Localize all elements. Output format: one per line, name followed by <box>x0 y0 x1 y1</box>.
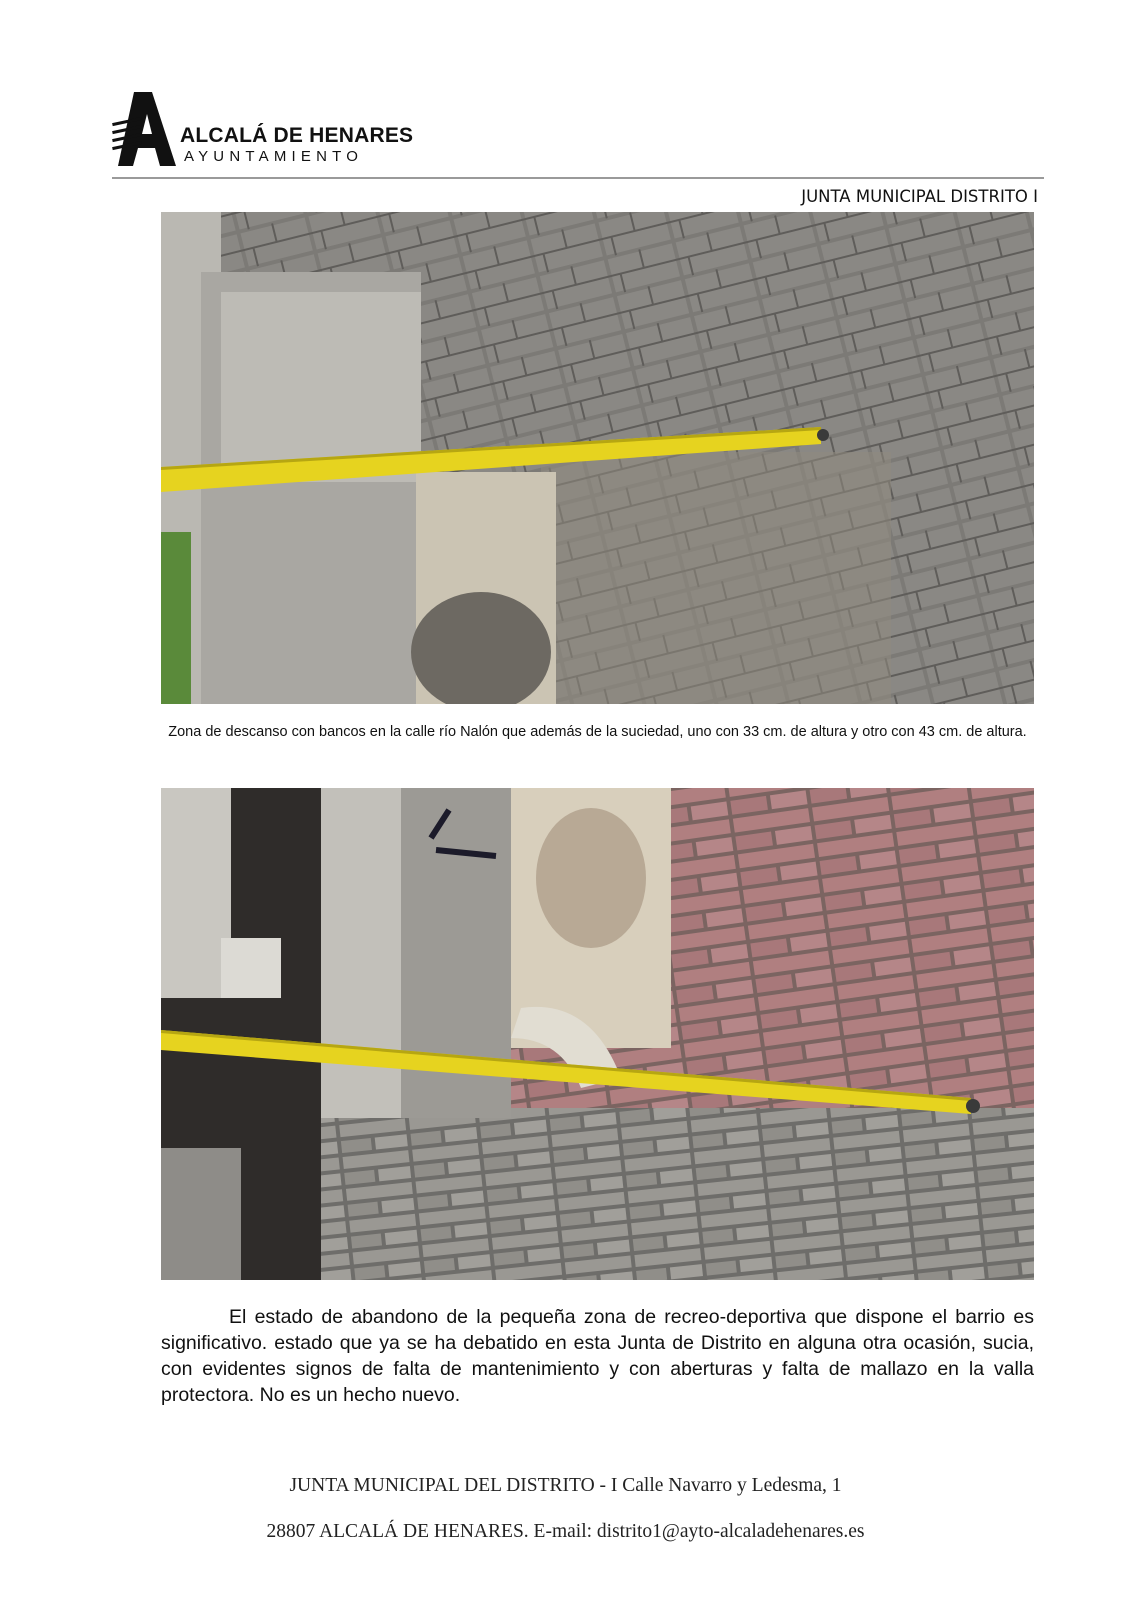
body-paragraph-text: El estado de abandono de la pequeña zona de recreo-deportiva que dispone el barrio es significativo. estado que ya se ha debatido en esta Junta de Distrito en alguna otra ocasión, sucia, con evidentes signos de falta de mantenimiento y con aberturas y falta de mallazo en la valla protectora. No es un hecho nuevo. <box>161 1306 1034 1406</box>
logo-title: ALCALÁ DE HENARES <box>180 124 414 147</box>
photo-bench-measurement-1 <box>161 212 1034 704</box>
logo-subtitle: AYUNTAMIENTO <box>184 148 364 165</box>
photo-1-image <box>161 212 1034 704</box>
footer-contact: 28807 ALCALÁ DE HENARES. E-mail: distrito1@ayto-alcaladehenares.es <box>266 1521 865 1542</box>
photo-bench-measurement-2 <box>161 788 1034 1280</box>
body-paragraph <box>161 1304 1034 1408</box>
city-logo-mark <box>112 90 182 170</box>
photo-caption: Zona de descanso con bancos en la calle río Nalón que además de la suciedad, uno con 33 cm. de altura y otro con 43 cm. de altura. <box>168 724 1027 740</box>
department-name: JUNTA MUNICIPAL DISTRITO I <box>801 187 1038 206</box>
footer-address: JUNTA MUNICIPAL DEL DISTRITO - I Calle Navarro y Ledesma, 1 <box>289 1475 842 1496</box>
photo-2-image <box>161 788 1034 1280</box>
city-logo <box>112 90 414 170</box>
header-divider <box>112 177 1044 179</box>
